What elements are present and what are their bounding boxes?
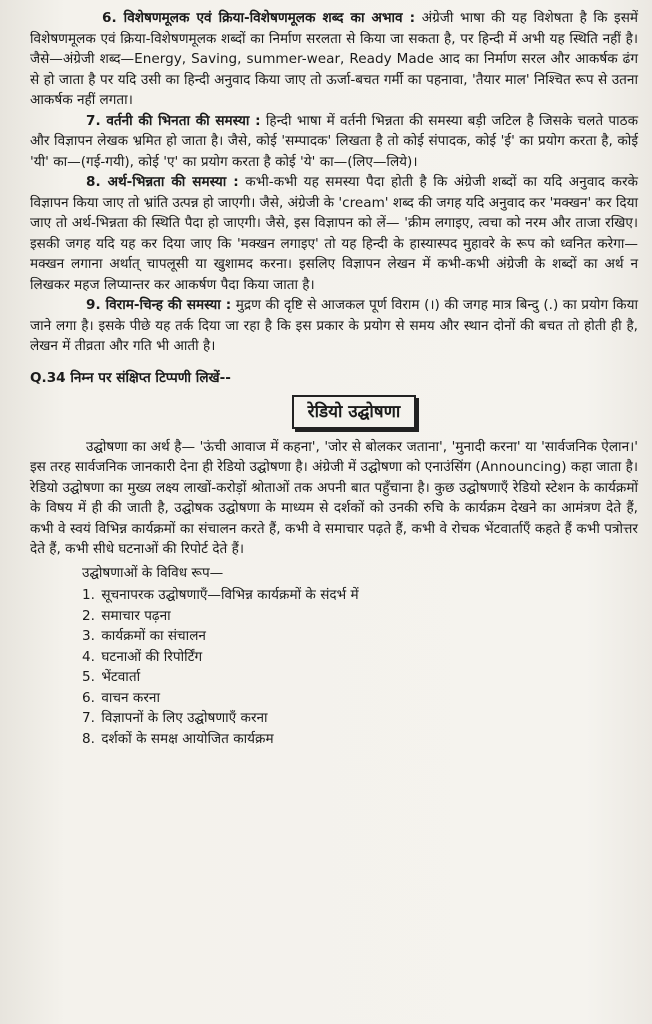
list-item [82,688,638,709]
list-text: घटनाओं की रिपोर्टिंग [101,648,203,665]
question-heading: Q.34 निम्न पर संक्षिप्त टिप्पणी लिखें-- [30,369,231,386]
list-text: विज्ञापनों के लिए उद्घोषणाएँ करना [101,710,268,726]
list-number: 6. [82,689,95,706]
forms-heading: उद्घोषणाओं के विविध रूप— [82,564,224,581]
boxed-title-wrap [30,395,638,429]
list-number: 5. [82,669,95,685]
intro-paragraph: उद्घोषणा का अर्थ है— 'ऊंची आवाज में कहना', 'जोर से बोलकर जताना', 'मुनादी करना' या 'सार्वजनिक ऐलान।' इस तरह सार्वजनिक जानकारी देना ही रेडियो उद्घोषणा है। अंग्रेजी में उद्घोषणा को एनाउंसिंग (Announcing) कहा जाता है। रेडियो उद्घोषणा का मुख्य लक्ष्य लाखों-करोड़ों श्रोताओं तक अपनी बात पहुँचाना है। कुछ उद्घोषणाएँ रेडियो स्टेशन के कार्यक्रमों के विषय में ही की जाती है, उद्घोषक उद्घोषणा के माध्यम से दर्शकों को उनकी रुचि के कार्यक्रम देखने का आमंत्रण देते हैं, कभी वे स्वयं विभिन्न कार्यक्रमों का संचालन करते हैं, कभी वे समाचार पढ़ते हैं, कभी वे रोचक भेंटवार्ताएँ कहते हैं कभी पत्रोत्तर देते हैं, कभी सीधे घटनाओं की रिपोर्ट देते हैं। [30,438,638,557]
paragraph-heading: 9. विराम-चिन्ह की समस्या : [86,297,232,313]
paragraph-spelling-problem [30,111,638,173]
paragraph-punctuation-problem [30,295,638,357]
list-number: 3. [82,628,95,644]
boxed-title: रेडियो उद्घोषणा [292,395,417,429]
list-number: 4. [82,648,95,665]
paragraph-heading: 7. वर्तनी की भिनता की समस्या : [86,112,261,129]
list-item [82,606,638,627]
paragraph-heading: 6. विशेषणमूलक एवं क्रिया-विशेषणमूलक शब्द का अभाव : [102,10,416,26]
list-number: 7. [82,710,95,726]
list-number: 2. [82,607,95,624]
list-item [82,708,638,729]
paragraph-body: हिन्दी भाषा में वर्तनी भिन्नता की समस्या बड़ी जटिल है जिसके चलते पाठक और विज्ञापन लेखक भ्रमित हो जाता है। जैसे, कोई 'सम्पादक' लिखता है तो कोई संपादक, कोई 'ई' का प्रयोग करता है, कोई 'यी' का—(गई-गयी), कोई 'ए' का प्रयोग करता है कोई 'ये' का—(लिए—लिये)। [30,112,639,170]
list-text: कार्यक्रमों का संचालन [101,628,206,644]
paragraph-body: मुद्रण की दृष्टि से आजकल पूर्ण विराम (।) की जगह मात्र बिन्दु (.) का प्रयोग किया जाने लगा है। इसके पीछे यह तर्क दिया जा रहा है कि इस प्रकार के प्रयोग से समय और स्थान दोनों की बचत तो होती ही है, लेखन में तीव्रता और गति भी आती है। [30,297,639,354]
paragraph-meaning-problem [30,172,638,295]
list-text: सूचनापरक उद्घोषणाएँ—विभिन्न कार्यक्रमों के संदर्भ में [101,587,359,603]
list-text: भेंटवार्ता [101,669,141,685]
paragraph-heading: 8. अर्थ-भिन्नता की समस्या : [86,174,239,190]
list-text: वाचन करना [101,689,160,706]
paragraph-body: कभी-कभी यह समस्या पैदा होती है कि अंग्रेजी शब्दों का यदि अनुवाद करके विज्ञापन किया जाए तो भ्रांति उत्पन्न हो जाएगी। जैसे, अंग्रेजी के 'cream' शब्द की जगह यदि अनुवाद कर 'मक्खन' कर दिया जाए तो अर्थ-भिन्नता की स्थिति पैदा हो जाएगी। जैसे, इस विज्ञापन को लें— 'क्रीम लगाइए, त्वचा को नरम और ताजा रखिए। इसकी जगह यदि यह कर दिया जाए कि 'मक्खन लगाइए' तो यह हिन्दी के हास्यास्पद मुहावरे के रूप को ध्वनित करेगा—मक्खन लगाना अर्थात् चापलूसी या खुशामद करना। इसलिए विज्ञापन लेखन में कभी-कभी अंग्रेजी के शब्दों का अर्थ न लिखकर महज लिप्यान्तर कर आकर्षण पैदा किया जाता है। [30,174,638,293]
list-item [82,647,638,668]
forms-list [30,585,638,749]
list-item [82,585,638,606]
list-number: 1. [82,587,95,603]
list-item [82,729,638,750]
list-text: दर्शकों के समक्ष आयोजित कार्यक्रम [101,730,274,747]
list-text: समाचार पढ़ना [101,607,171,624]
paragraph-adjective-problem [30,8,638,111]
paragraph-body: अंग्रेजी भाषा की यह विशेषता है कि इसमें विशेषणमूलक एवं क्रिया-विशेषणमूलक शब्दों का निर्माण सरलता से किया जा सकता है, पर हिन्दी में अभी यह स्थिति नहीं है। जैसे—अंग्रेजी शब्द—Energy, Saving, summer-wear, Ready Made आद का निर्माण सरल और आकर्षक ढंग से हो जाता है पर यदि उसी का हिन्दी अनुवाद किया जाए तो ऊर्जा-बचत गर्मी का पहनावा, 'तैयार माल' निश्चित रूप से उतना आकर्षक नहीं लगता। [30,10,639,108]
list-item [82,667,638,688]
text-column [30,8,638,749]
list-number: 8. [82,730,95,747]
list-item [82,626,638,647]
